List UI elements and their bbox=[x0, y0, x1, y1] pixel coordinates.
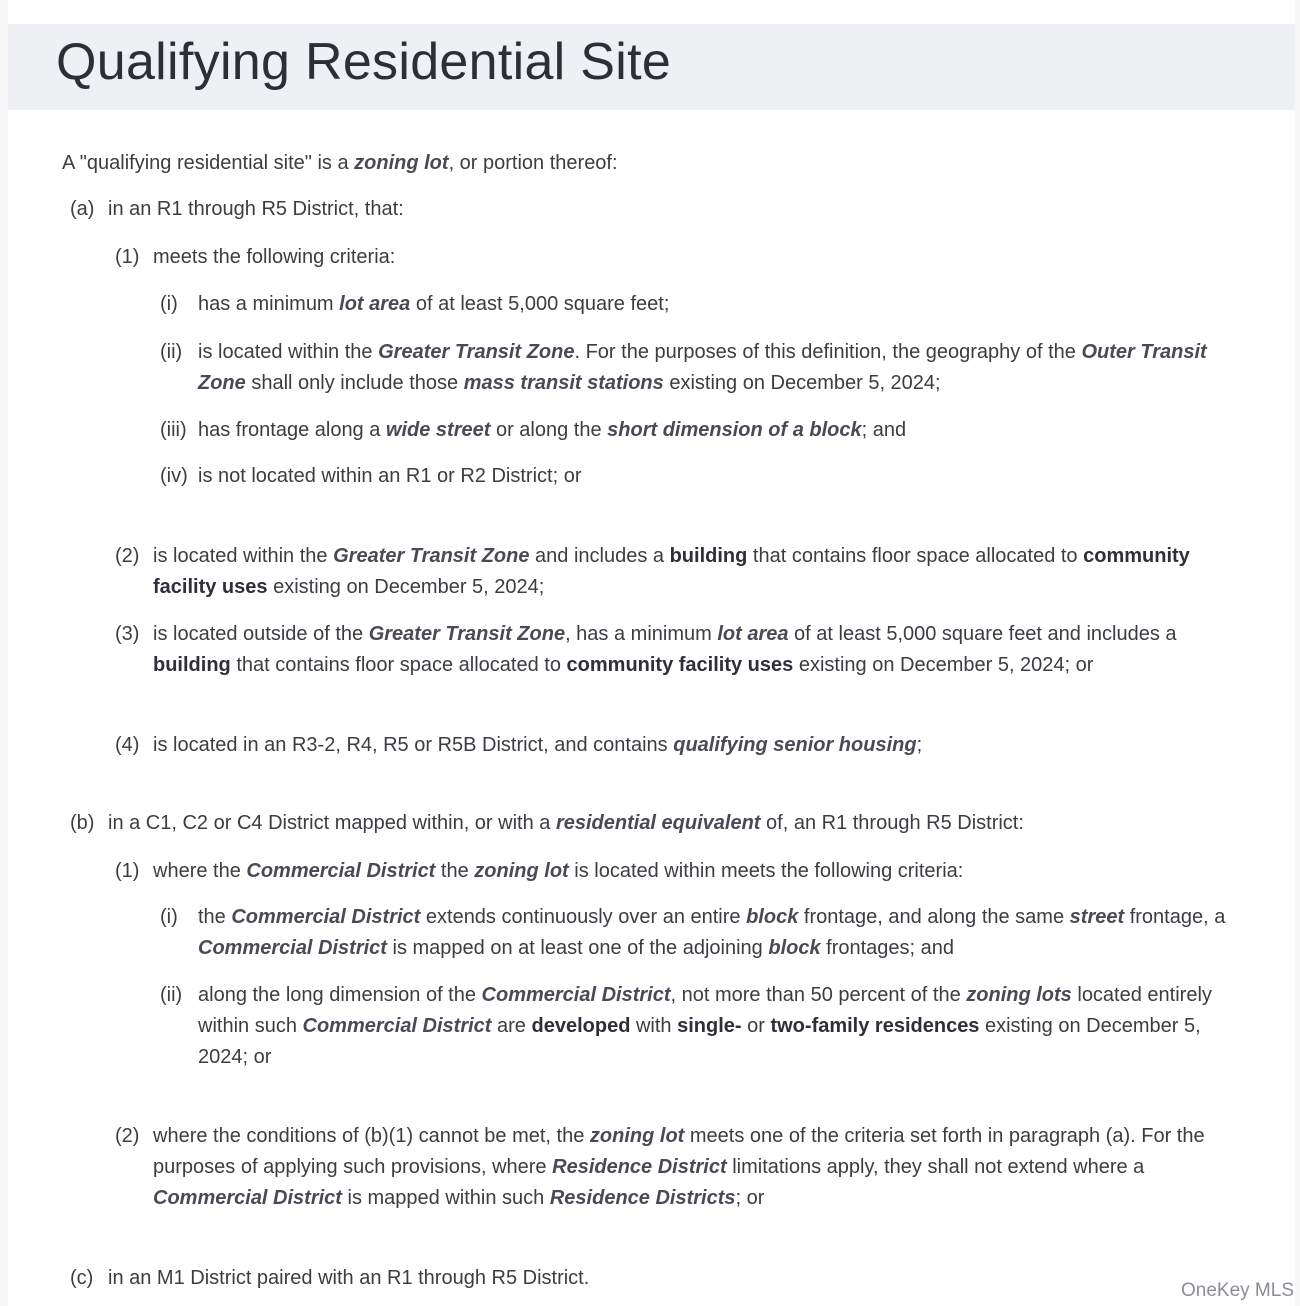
watermark: OneKey MLS bbox=[1181, 1280, 1294, 1301]
clause-label: (1) bbox=[115, 246, 140, 268]
title-bar bbox=[8, 24, 1295, 110]
clause-a-4: (4) is located in an R3-2, R4, R5 or R5B District, and contains qualifying senior housing; bbox=[115, 730, 1265, 761]
clause-a-1-iv: (iv) is not located within an R1 or R2 District; or bbox=[160, 461, 1260, 492]
clause-c: (c) in an M1 District paired with an R1 through R5 District. bbox=[70, 1263, 1220, 1294]
clause-label: (ii) bbox=[160, 341, 183, 363]
clause-b-2: (2) where the conditions of (b)(1) cannot be met, the zoning lot meets one of the criteria set forth in paragraph (a). For the purposes of applying such provisions, where Residence District limitations apply, they shall not extend where a Commercial District is mapped within such Residence Districts; or bbox=[115, 1121, 1225, 1214]
clause-label: (b) bbox=[70, 812, 95, 834]
clause-a-1-iii: (iii) has frontage along a wide street or along the short dimension of a block; and bbox=[160, 415, 1260, 446]
document-page bbox=[8, 0, 1295, 1306]
clause-a-1-ii: (ii) is located within the Greater Transit Zone. For the purposes of this definition, the geography of the Outer Transit Zone shall only include those mass transit stations existing on December 5, 2024; bbox=[160, 337, 1246, 399]
clause-a-1-i: (i) has a minimum lot area of at least 5,000 square feet; bbox=[160, 289, 1260, 320]
intro-paragraph: A "qualifying residential site" is a zoning lot, or portion thereof: bbox=[62, 152, 618, 174]
clause-label: (a) bbox=[70, 198, 95, 220]
clause-a-3: (3) is located outside of the Greater Transit Zone, has a minimum lot area of at least 5,000 square feet and includes a building that contains floor space allocated to community facility uses existing on December 5, 2024; or bbox=[115, 619, 1225, 681]
term-zoning-lot: zoning lot bbox=[354, 152, 449, 174]
clause-b-1-i: (i) the Commercial District extends continuously over an entire block frontage, and along the same street frontage, a Commercial District is mapped on at least one of the adjoining block frontages; and bbox=[160, 902, 1240, 964]
clause-label: (iii) bbox=[160, 419, 187, 441]
clause-label: (i) bbox=[160, 906, 178, 928]
clause-label: (3) bbox=[115, 623, 140, 645]
clause-label: (i) bbox=[160, 293, 178, 315]
clause-a-1: (1) meets the following criteria: bbox=[115, 242, 1265, 273]
clause-a: (a) in an R1 through R5 District, that: bbox=[70, 194, 1270, 225]
clause-label: (1) bbox=[115, 860, 140, 882]
clause-a-2: (2) is located within the Greater Transit Zone and includes a building that contains floor space allocated to community facility uses existing on December 5, 2024; bbox=[115, 541, 1195, 603]
clause-b: (b) in a C1, C2 or C4 District mapped within, or with a residential equivalent of, an R1 through R5 District: bbox=[70, 808, 1270, 839]
clause-label: (2) bbox=[115, 1125, 140, 1147]
page-title: Qualifying Residential Site bbox=[56, 33, 672, 91]
clause-label: (2) bbox=[115, 545, 140, 567]
clause-label: (4) bbox=[115, 734, 140, 756]
clause-label: (iv) bbox=[160, 465, 188, 487]
clause-b-1: (1) where the Commercial District the zoning lot is located within meets the following criteria: bbox=[115, 856, 1265, 887]
clause-label: (c) bbox=[70, 1267, 94, 1289]
clause-label: (ii) bbox=[160, 984, 183, 1006]
clause-b-1-ii: (ii) along the long dimension of the Commercial District, not more than 50 percent of the zoning lots located entirely within such Commercial District are developed with single- or two-family residences existing on December 5, 2024; or bbox=[160, 980, 1246, 1073]
